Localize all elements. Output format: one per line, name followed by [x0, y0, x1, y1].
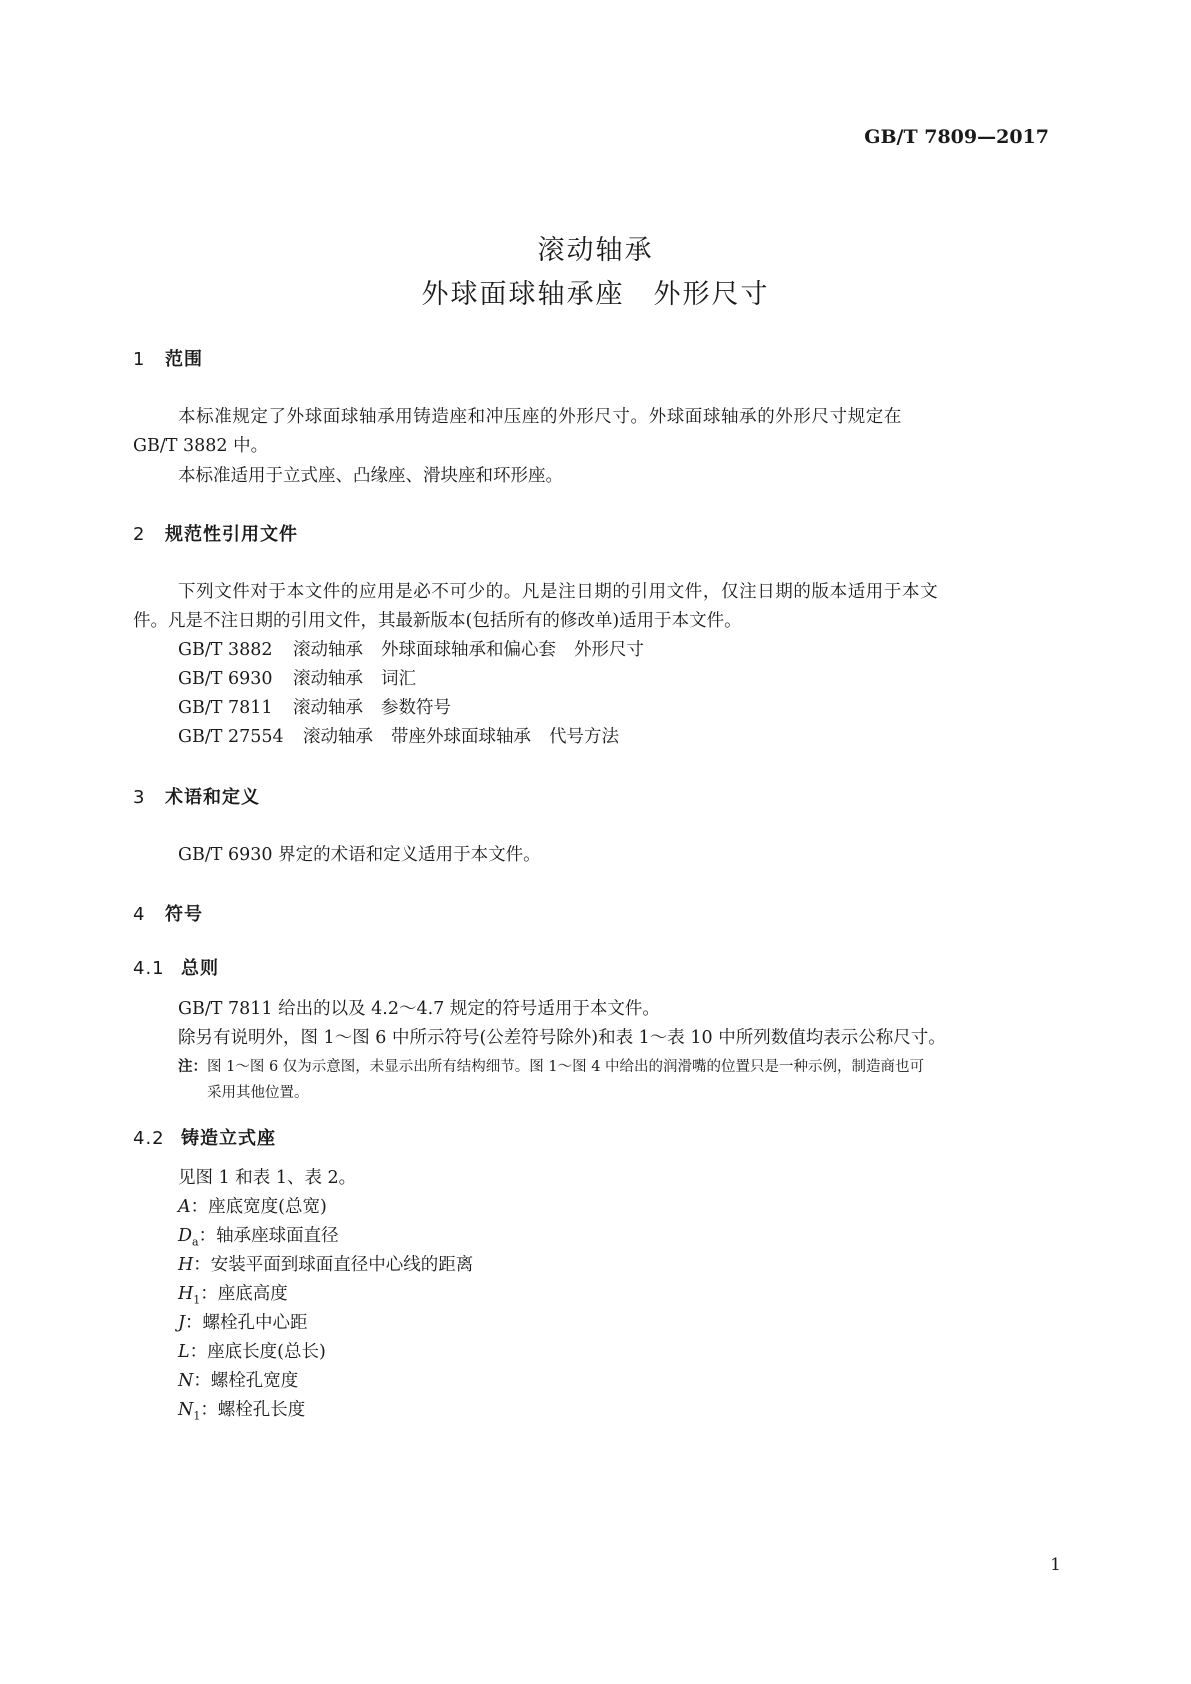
symbol-subscript: a — [192, 1235, 199, 1249]
paragraph-cont: GB/T 3882 中。 — [133, 436, 269, 456]
symbol-subscript: 1 — [193, 1293, 201, 1307]
symbol: D — [178, 1226, 193, 1246]
section-number: 3 — [133, 787, 146, 808]
reference-title: 词汇 — [381, 669, 416, 689]
symbol-definition — [178, 1367, 298, 1392]
paragraph-cont: 件。凡是不注日期的引用文件，其最新版本(包括所有的修改单)适用于本文件。 — [133, 611, 742, 631]
symbol-desc: ：螺栓孔长度 — [200, 1400, 306, 1420]
reference-code: GB/T 7811 — [178, 698, 273, 718]
reference-item — [178, 723, 619, 748]
symbol: J — [178, 1313, 186, 1333]
reference-title: 滚动轴承 — [293, 698, 363, 718]
symbol-desc: ：螺栓孔宽度 — [193, 1371, 299, 1391]
paragraph: 见图 1 和表 1、表 2。 — [178, 1168, 357, 1188]
symbol-desc: ：螺栓孔中心距 — [185, 1313, 308, 1333]
paragraph: 本标准规定了外球面球轴承用铸造座和冲压座的外形尺寸。外球面球轴承的外形尺寸规定在 — [178, 407, 902, 427]
paragraph: 下列文件对于本文件的应用是必不可少的。凡是注日期的引用文件，仅注日期的版本适用于本文 — [178, 582, 939, 602]
reference-title: 参数符号 — [381, 698, 451, 718]
section-number: 1 — [133, 349, 146, 370]
section-title: 铸造立式座 — [181, 1128, 276, 1149]
section-4-heading — [133, 900, 203, 926]
page-number: 1 — [1050, 1555, 1061, 1575]
section-number: 4.1 — [133, 958, 165, 979]
paragraph: 本标准适用于立式座、凸缘座、滑块座和环形座。 — [178, 466, 563, 486]
reference-title: 带座外球面球轴承 — [391, 727, 531, 747]
note-cont: 采用其他位置。 — [207, 1085, 309, 1101]
symbol-subscript: 1 — [193, 1409, 201, 1423]
section-1-heading — [133, 345, 203, 371]
symbol-definition — [178, 1338, 326, 1363]
reference-title: 滚动轴承 — [293, 640, 363, 660]
section-title: 规范性引用文件 — [165, 524, 298, 545]
title-line-1: 滚动轴承 — [537, 235, 654, 266]
reference-item — [178, 665, 416, 690]
symbol: L — [178, 1342, 190, 1362]
reference-title: 代号方法 — [549, 727, 619, 747]
section-number: 4 — [133, 904, 146, 925]
reference-code: GB/T 6930 — [178, 669, 273, 689]
reference-item — [178, 694, 451, 719]
symbol-desc: ：座底高度 — [200, 1284, 288, 1304]
symbol: H — [178, 1284, 194, 1304]
symbol-desc: ：轴承座球面直径 — [198, 1226, 339, 1246]
section-2-heading — [133, 520, 298, 546]
reference-item — [178, 636, 644, 661]
symbol-desc: ：座底宽度(总宽) — [190, 1197, 327, 1217]
symbol-definition — [178, 1396, 305, 1423]
note — [178, 1055, 924, 1076]
symbol-desc: ：安装平面到球面直径中心线的距离 — [193, 1255, 474, 1275]
paragraph: GB/T 7811 给出的以及 4.2～4.7 规定的符号适用于本文件。 — [178, 999, 660, 1019]
symbol: N — [178, 1400, 194, 1420]
symbol: H — [178, 1255, 194, 1275]
section-title: 总则 — [181, 958, 219, 979]
section-title: 范围 — [165, 349, 203, 370]
reference-title: 滚动轴承 — [303, 727, 373, 747]
reference-title: 外球面球轴承和偏心套 — [381, 640, 556, 660]
note-text: 图 1～图 6 仅为示意图，未显示出所有结构细节。图 1～图 4 中给出的润滑嘴的位置只是一种示例，制造商也可 — [207, 1059, 925, 1075]
section-title: 符号 — [165, 904, 203, 925]
symbol-definition — [178, 1309, 308, 1334]
section-4-2-heading — [133, 1124, 276, 1150]
reference-title: 外形尺寸 — [574, 640, 644, 660]
section-3-heading — [133, 783, 260, 809]
reference-title: 滚动轴承 — [293, 669, 363, 689]
section-number: 2 — [133, 524, 146, 545]
symbol: A — [178, 1197, 191, 1217]
section-title: 术语和定义 — [165, 787, 260, 808]
section-4-1-heading — [133, 954, 219, 980]
symbol-definition — [178, 1280, 288, 1307]
reference-code: GB/T 27554 — [178, 727, 284, 747]
title-line-2: 外球面球轴承座 外形尺寸 — [421, 279, 770, 310]
note-label: 注： — [178, 1059, 207, 1075]
symbol-definition — [178, 1222, 339, 1249]
symbol-definition — [178, 1193, 327, 1218]
reference-code: GB/T 3882 — [178, 640, 273, 660]
standard-code: GB/T 7809—2017 — [864, 126, 1049, 148]
symbol-definition — [178, 1251, 473, 1276]
paragraph: 除另有说明外，图 1～图 6 中所示符号(公差符号除外)和表 1～表 10 中所列数值均表示公称尺寸。 — [178, 1028, 946, 1048]
section-number: 4.2 — [133, 1128, 165, 1149]
symbol-desc: ：座底长度(总长) — [189, 1342, 326, 1362]
symbol: N — [178, 1371, 194, 1391]
paragraph: GB/T 6930 界定的术语和定义适用于本文件。 — [178, 845, 541, 865]
